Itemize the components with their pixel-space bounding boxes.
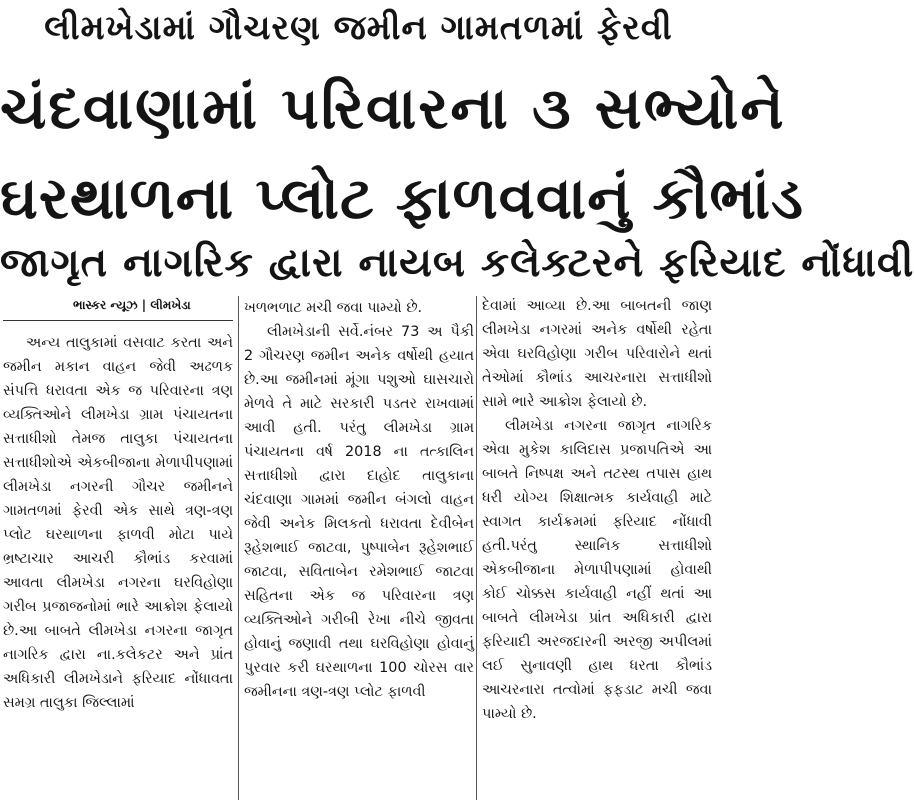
headline-line-1: ચંદવાણામાં પરિવારના ૩ સભ્યોને <box>0 74 786 142</box>
paragraph: લીમખેડાની સર્વે.નંબર 73 અ પૈકી 2 ગૌચરણ જમીન અનેક વર્ષોથી હયાત છે.આ જમીનમાં મૂંગા પશુઓ ઘાસચારો મેળવે તે માટે સરકારી પડતર રાખવામાં આવી હતી. પરંતુ લીમખેડા ગ્રામ પંચાયતના વર્ષ 2018 ના તત્કાલિન સત્તાધીશો દ્વારા દાહોદ તાલુકાના ચંદવાણા ગામમાં જમીન બંગલો વાહન જેવી અનેક મિલકતો ધરાવતા દેવીબેન રૂહેશભાઈ જાટવા, પુષ્પાબેન રૂહેશભાઈ જાટવા, સવિતાબેન રમેશભાઈ જાટવા સહિતના એક જ પરિવારના ત્રણ વ્યક્તિઓને ગરીબી રેખા નીચે જીવતા હોવાનું જણાવી તથા ઘરવિહોણા હોવાનું પુરવાર કરી ઘરથાળના 100 ચોરસ વાર જમીનના ત્રણ-ત્રણ પ્લોટ ફાળવી <box>244 324 474 700</box>
subheadline: જાગૃત નાગરિક દ્વારા નાયબ કલેક્ટરને ફરિયાદ નોંધાવી <box>0 240 914 286</box>
headline-kicker: લીમખેડામાં ગૌચરણ જમીન ગામતળમાં ફેરવી <box>44 8 673 48</box>
article-column-2 <box>244 296 474 704</box>
article-column-3 <box>482 294 712 726</box>
column-divider <box>238 296 239 800</box>
headline-line-2: ઘરથાળના પ્લોટ ફાળવવાનું કૌભાંડ <box>0 164 804 232</box>
paragraph: અન્ય તાલુકામાં વસવાટ કરતા અને જમીન મકાન વાહન જેવી અઢળક સંપત્તિ ધરાવતા એક જ પરિવારના ત્રણ વ્યક્તિઓને લીમખેડા ગ્રામ પંચાયતના સત્તાધીશો તેમજ તાલુકા પંચાયતના સત્તાધીશોએ એકબીજાના મેળાપીપણામાં લીમખેડા નગરની ગૌચર જમીનને ગામતળમાં ફેરવી એક સાથે ત્રણ-ત્રણ પ્લોટ ઘરથાળના ફાળવી મોટા પાયે ભ્રષ્ટાચાર આચરી કૌભાંડ કરવામાં આવતા લીમખેડા નગરના ઘરવિહોણા ગરીબ પ્રજાજનોમાં ભારે આક્રોશ ફેલાયો છે.આ બાબતે લીમખેડા નગરના જાગૃત નાગરિક દ્વારા ના.કલેકટર અને પ્રાંત અધિકારી લીમખેડાને ફરિયાદ નોંધાવતા સમગ્ર તાલુકા જિલ્લામાં <box>3 335 233 711</box>
paragraph: ખળભળાટ મચી જવા પામ્યો છે. <box>244 300 423 316</box>
byline: ભાસ્કર ન્યૂઝ | લીમખેડા <box>73 298 191 312</box>
paragraph: લીમખેડા નગરના જાગૃત નાગરિક એવા મુકેશ કાલિદાસ પ્રજાપતિએ આ બાબતે નિષ્પક્ષ અને તટસ્થ તપાસ હાથ ધરી યોગ્ય શિક્ષાત્મક કાર્યવાહી માટે સ્વાગત કાર્યક્રમમાં ફરિયાદ નોંધાવી હતી.પરંતુ સ્થાનિક સત્તાધીશો એકબીજાના મેળાપીપણામાં હોવાથી કોઈ ચોક્કસ કાર્યવાહી નહીં થતાં આ બાબતે લીમખેડા પ્રાંત અધિકારી દ્વારા ફરિયાદી અરજદારની અરજી અપીલમાં લઈ સુનાવણી હાથ ધરતા કૌભાંડ આચરનારા તત્વોમાં ફફડાટ મચી જવા પામ્યો છે. <box>482 418 712 722</box>
paragraph: દેવામાં આવ્યા છે.આ બાબતની જાણ લીમખેડા નગરમાં અનેક વર્ષોથી રહેતા એવા ઘરવિહોણા ગરીબ પરિવારોને થતાં તેઓમાં કૌભાંડ આચરનારા સત્તાધીશો સામે ભારે આક્રોશ ફેલાયો છે. <box>482 298 712 410</box>
column-divider <box>476 296 477 800</box>
article-column-1 <box>3 294 233 715</box>
byline-rule <box>3 320 233 331</box>
